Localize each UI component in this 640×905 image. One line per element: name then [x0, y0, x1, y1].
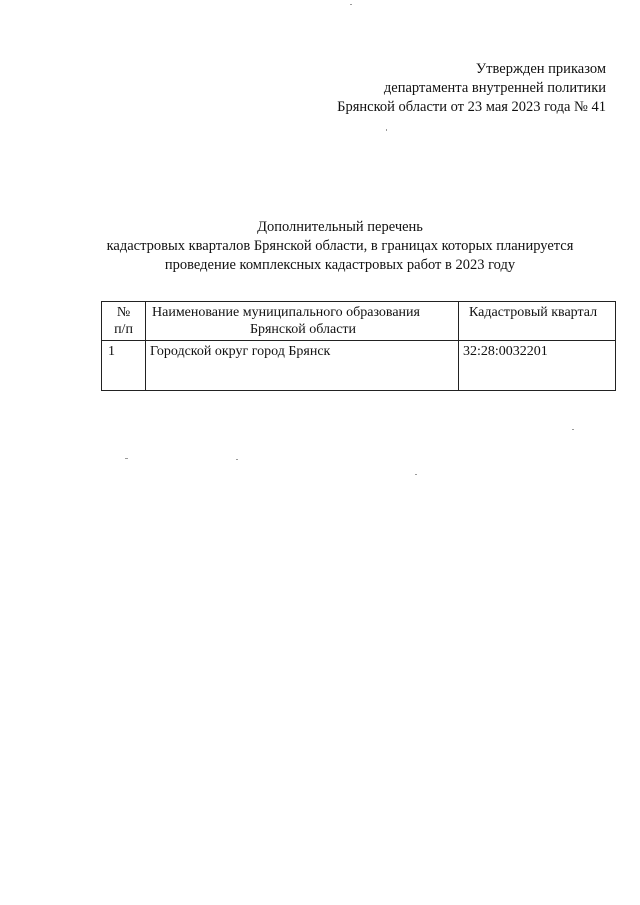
- header-municipality-line-2: Брянской области: [249, 322, 357, 337]
- approval-line-1: Утвержден приказом: [475, 61, 606, 77]
- header-number: [102, 302, 146, 341]
- heading-title: Дополнительный перечень: [257, 219, 423, 235]
- cell-number: 1: [102, 341, 146, 391]
- scan-speck: [350, 4, 352, 5]
- table-header-row: [102, 302, 616, 341]
- cadastral-quarters-table: [101, 301, 616, 391]
- header-municipality-line-1: Наименование муниципального образования: [152, 305, 420, 320]
- approval-line-3: Брянской области от 23 мая 2023 года № 41: [337, 99, 606, 115]
- header-cadastral-quarter: Кадастровый квартал: [459, 302, 616, 341]
- header-number-sign: №: [116, 305, 131, 320]
- scan-speck: [236, 459, 238, 460]
- approval-block: [337, 60, 606, 117]
- scan-speck: [125, 458, 128, 459]
- scan-speck: [572, 429, 574, 430]
- scan-speck: [386, 129, 387, 131]
- header-number-abbr: п/п: [114, 322, 133, 337]
- header-municipality: [146, 302, 459, 341]
- approval-line-2: департамента внутренней политики: [383, 80, 606, 96]
- heading-line-3: проведение комплексных кадастровых работ в 2023 году: [164, 257, 516, 273]
- cell-municipality: Городской округ город Брянск: [146, 341, 459, 391]
- table-row: [102, 341, 616, 391]
- cell-cadastral-quarter: 32:28:0032201: [459, 341, 616, 391]
- document-heading: [40, 218, 640, 275]
- heading-line-2: кадастровых кварталов Брянской области, в границах которых планируется: [106, 238, 574, 254]
- scan-speck: [415, 474, 417, 475]
